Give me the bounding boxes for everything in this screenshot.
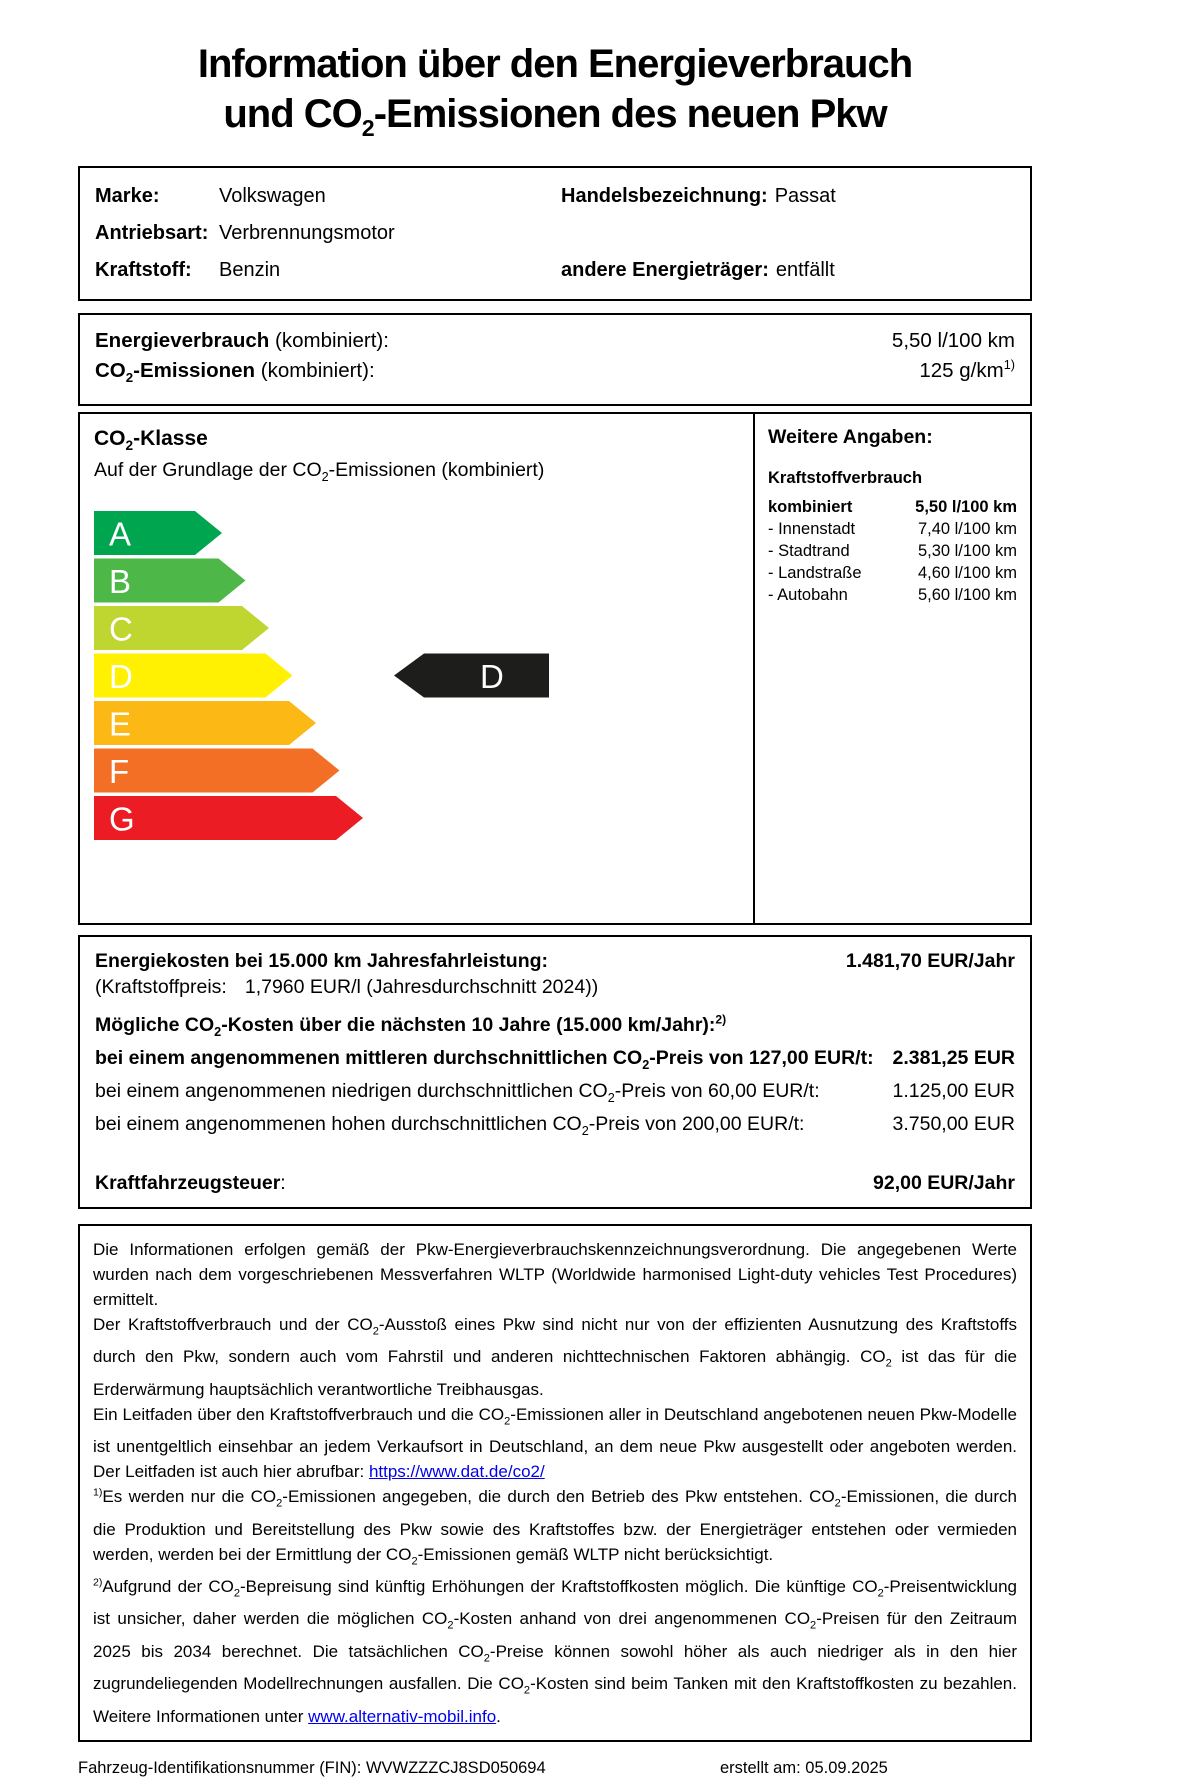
class-letter-C: C	[109, 610, 133, 648]
fineprint-paragraph-5: $^{2)}$Aufgrund der $CO_2$-Bepreisung sind künftig Erhöhungen der Kraftstoffkosten möglich. Die künftige $CO_2$-Preisentwicklung ist unsicher, daher werden die möglichen $CO_2$-Kosten anhand von drei angenommenen $CO_2$-Preisen für den Zeitraum 2025 bis 2034 berechnet. Die tatsächlichen $CO_2$-Preise können sowohl höher als auch niedriger als in den hier zugrundeliegenden Modellrechnungen ausfallen. Die $CO_2$-Kosten sind beim Tanken mit den Kraftstoffkosten zu bezahlen. Weitere Informationen unter www.alternativ-mobil.info.	[93, 1576, 1018, 1726]
co2-cost-row-high	[95, 1111, 1015, 1144]
fineprint-paragraph-1: Die Informationen erfolgen gemäß der Pkw-Energieverbrauchskennzeichnungsverordnung. Die angegebenen Werte wurden nach dem vorgeschriebenen Messverfahren WLTP (Worldwide harmonised Light-duty vehicles Test Procedures) ermittelt.	[93, 1240, 1017, 1310]
fuel-consumption-heading: Kraftstoffverbrauch	[768, 469, 923, 488]
energy-costs-row	[95, 948, 1015, 974]
further-info-heading: Weitere Angaben:	[768, 426, 933, 449]
legal-fineprint-box	[78, 1224, 1032, 1742]
other-energy-value: entfällt	[775, 259, 835, 282]
vehicle-tax-label: Kraftfahrzeugsteuer:	[95, 1172, 286, 1195]
rated-class-letter: D	[480, 657, 504, 695]
co2-cost-row-low	[95, 1078, 1015, 1111]
fuel-label: Kraftstoff:	[95, 259, 192, 282]
drivetrain-value: Verbrennungsmotor	[219, 222, 395, 245]
hyperlink[interactable]: https://www.dat.de/co2/	[368, 1462, 545, 1482]
created-field	[720, 1759, 1032, 1778]
hyperlink[interactable]: www.alternativ-mobil.info	[308, 1706, 497, 1726]
co2-cost-high-value: 3.750,00 EUR	[892, 1113, 1015, 1136]
fineprint-paragraph-3: Ein Leitfaden über den Kraftstoffverbrauch und die $CO_2$-Emissionen aller in Deutschland angebotenen neuen Pkw-Modelle ist unentgeltlich einsehbar an jedem Verkaufsort in Deutschland, an dem neue Pkw ausgestellt oder angeboten werden. Der Leitfaden ist auch hier abrufbar: https://www.dat.de/co2/	[93, 1404, 1017, 1482]
vehicle-tax-value: 92,00 EUR/Jahr	[873, 1172, 1015, 1195]
brand-label: Marke:	[95, 185, 160, 208]
fin-label: Fahrzeug-Identifikationsnummer (FIN):	[78, 1758, 362, 1777]
co2-cost-medium-value: 2.381,25 EUR	[892, 1047, 1015, 1070]
created-value: 05.09.2025	[805, 1758, 888, 1777]
vehicle-row-fuel	[95, 252, 1015, 289]
fin-field	[78, 1759, 546, 1778]
brand-value: Volkswagen	[219, 185, 326, 208]
class-letter-B: B	[109, 562, 132, 600]
vehicle-tax-row	[95, 1170, 1015, 1196]
co2-emissions-value: 125 $g/km^{1)}$	[919, 357, 1015, 383]
class-letter-F: F	[109, 752, 130, 790]
co2-cost-low-value: 1.125,00 EUR	[892, 1080, 1015, 1103]
consumption-row-suburban: - Stadtrand 5,30 l/100 km	[768, 542, 1017, 561]
energy-label-page	[78, 0, 1032, 1778]
costs-box	[78, 935, 1032, 1209]
consumption-summary-box	[78, 313, 1032, 406]
fuel-value: Benzin	[219, 259, 281, 282]
co2-costs-heading: Mögliche $CO_2$-Kosten über die nächsten 10 Jahre (15.000 km/Jahr):$^{2)}$	[95, 1012, 727, 1040]
fuel-price-value: 1,7960 EUR/l (Jahresdurchschnitt 2024))	[244, 976, 599, 999]
vehicle-row-brand	[95, 178, 1015, 215]
co2-class-panel	[80, 414, 753, 923]
co2-class-box	[78, 412, 1032, 925]
page-title	[78, 40, 1032, 142]
energy-consumption-value: 5,50 l/100 km	[891, 329, 1015, 353]
title-line-1: Information über den Energieverbrauch	[197, 42, 913, 86]
class-letter-D: D	[109, 657, 133, 695]
energy-consumption-row	[95, 326, 1015, 356]
title-line-2: und $CO_2$-Emissionen des neuen Pkw	[223, 91, 887, 141]
co2-class-subheading: Auf der Grundlage der $CO_2$-Emissionen (kombiniert)	[94, 458, 545, 484]
consumption-row-combined: kombiniert 5,50 l/100 km	[768, 498, 1017, 517]
vehicle-row-drivetrain	[95, 215, 1015, 252]
consumption-row-rural: - Landstraße 4,60 l/100 km	[768, 564, 1017, 583]
co2-emissions-row	[95, 356, 1015, 393]
class-arrow-F	[94, 748, 340, 792]
consumption-row-highway: - Autobahn 5,60 l/100 km	[768, 586, 1017, 605]
fuel-consumption-table	[768, 496, 1017, 606]
trade-name-value: Passat	[774, 185, 836, 208]
created-label: erstellt am:	[720, 1758, 801, 1777]
co2-cost-low-label: bei einem angenommenen niedrigen durchschnittlichen $CO_2$-Preis von 60,00 EUR/t:	[95, 1080, 820, 1106]
consumption-row-city: - Innenstadt 7,40 l/100 km	[768, 520, 1017, 539]
fin-value: WVWZZZCJ8SD050694	[365, 1758, 546, 1777]
co2-class-heading: $CO_2$-Klasse	[94, 427, 208, 454]
fuel-price-label: (Kraftstoffpreis:	[95, 976, 227, 999]
footer	[78, 1759, 1032, 1778]
class-letter-A: A	[109, 515, 132, 553]
other-energy-label: andere Energieträger:	[561, 259, 769, 282]
co2-emissions-label: $CO_2$-Emissionen (kombiniert):	[95, 359, 375, 386]
fuel-price-row	[95, 974, 1015, 1000]
co2-cost-medium-label: bei einem angenommenen mittleren durchschnittlichen $CO_2$-Preis von 127,00 EUR/t:	[95, 1047, 874, 1073]
co2-cost-row-medium	[95, 1045, 1015, 1078]
rated-class-marker	[394, 653, 549, 697]
class-letter-G: G	[109, 800, 135, 838]
vehicle-info-box	[78, 166, 1032, 301]
fineprint-paragraph-2: Der Kraftstoffverbrauch und der $CO_2$-Ausstoß eines Pkw sind nicht nur von der effizienten Ausnutzung des Kraftstoffs durch den Pkw, sondern auch vom Fahrstil und anderen nichttechnischen Faktoren abhängig. $CO_2$ ist das für die Erderwärmung hauptsächlich verantwortliche Treibhausgas.	[93, 1315, 1017, 1399]
energy-costs-value: 1.481,70 EUR/Jahr	[845, 950, 1015, 973]
energy-consumption-label: Energieverbrauch (kombiniert):	[95, 329, 389, 353]
drivetrain-label: Antriebsart:	[95, 222, 209, 245]
co2-cost-high-label: bei einem angenommenen hohen durchschnittlichen $CO_2$-Preis von 200,00 EUR/t:	[95, 1113, 805, 1139]
fineprint-paragraph-4: $^{1)}$Es werden nur die $CO_2$-Emissionen angegeben, die durch den Betrieb des Pkw entstehen. $CO_2$-Emissionen, die durch die Produktion und Bereitstellung des Pkw sowie des Kraftstoffes bzw. der Energieträger entstehen oder vermieden werden, werden bei der Ermittlung der $CO_2$-Emissionen gemäß WLTP nicht berücksichtigt.	[93, 1486, 1017, 1567]
trade-name-label: Handelsbezeichnung:	[561, 185, 768, 208]
co2-class-chart	[94, 511, 739, 841]
energy-costs-label: Energiekosten bei 15.000 km Jahresfahrleistung:	[95, 950, 549, 973]
further-info-panel	[753, 414, 1030, 923]
class-letter-E: E	[109, 705, 132, 743]
